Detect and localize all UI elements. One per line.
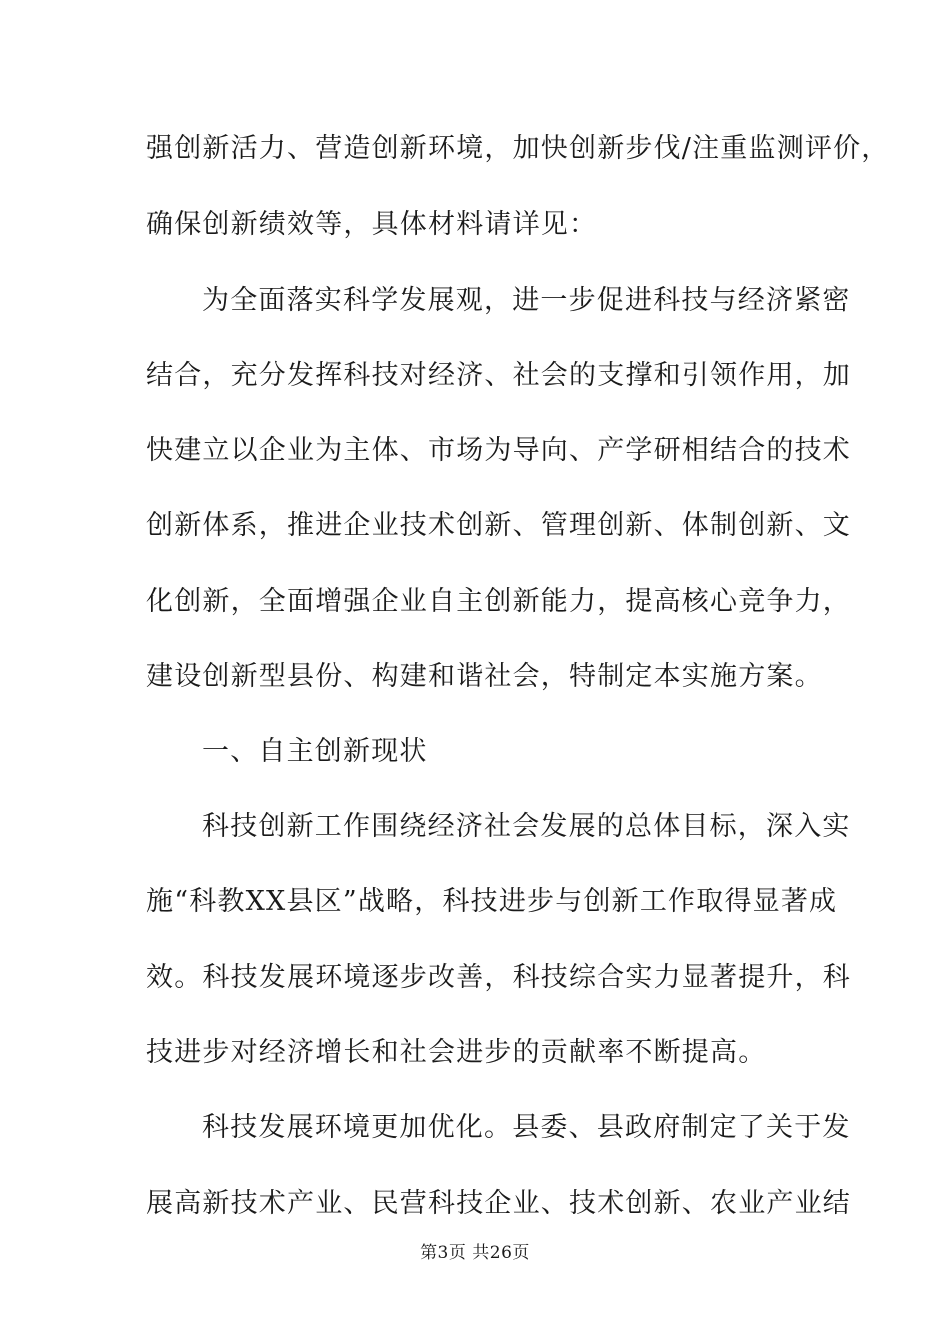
paragraph-start-line: 科技创新工作围绕经济社会发展的总体目标，深入实 (202, 811, 851, 842)
text-line: 施“科教XX县区”战略，科技进步与创新工作取得显著成 (146, 886, 838, 917)
text-line: 结合，充分发挥科技对经济、社会的支撑和引领作用，加 (146, 360, 851, 391)
text-line: 创新体系，推进企业技术创新、管理创新、体制创新、文 (146, 510, 851, 541)
page-number-footer: 第3页 共26页 (420, 1243, 530, 1263)
section-heading: 一、自主创新现状 (202, 736, 428, 767)
paragraph-start-line: 科技发展环境更加优化。县委、县政府制定了关于发 (202, 1112, 851, 1143)
text-line: 建设创新型县份、构建和谐社会，特制定本实施方案。 (146, 661, 823, 692)
text-line: 快建立以企业为主体、市场为导向、产学研相结合的技术 (146, 435, 851, 466)
text-line: 展高新技术产业、民营科技企业、技术创新、农业产业结 (146, 1188, 851, 1219)
paragraph-start-line: 为全面落实科学发展观，进一步促进科技与经济紧密 (202, 285, 851, 316)
text-line: 效。科技发展环境逐步改善，科技综合实力显著提升，科 (146, 962, 851, 993)
text-line: 技进步对经济增长和社会进步的贡献率不断提高。 (146, 1037, 767, 1068)
text-line: 确保创新绩效等，具体材料请详见： (146, 209, 598, 240)
text-line: 化创新，全面增强企业自主创新能力，提高核心竞争力， (146, 586, 851, 617)
text-line: 强创新活力、营造创新环境，加快创新步伐/注重监测评价， (146, 133, 890, 164)
